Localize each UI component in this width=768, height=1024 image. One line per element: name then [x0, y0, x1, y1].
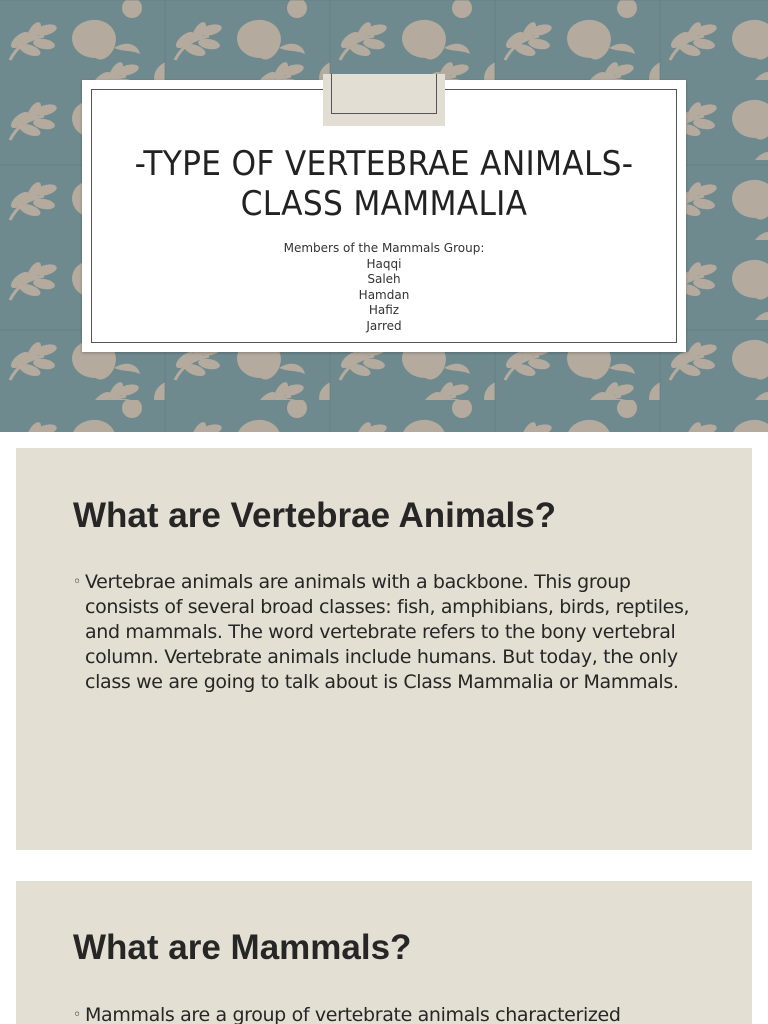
title-line-2: CLASS MAMMALIA [240, 184, 528, 224]
slide-title [106, 144, 662, 224]
title-tab-decoration [323, 74, 445, 126]
bullet-item [73, 570, 703, 695]
title-slide [0, 0, 768, 432]
bullet-item [73, 1003, 703, 1024]
member-name: Haqqi [366, 256, 402, 271]
title-tab-inner [331, 74, 437, 114]
slide-heading: What are Mammals? [73, 928, 412, 967]
bullet-text: Mammals are a group of vertebrate animals characterized [85, 1004, 621, 1024]
member-name: Hamdan [358, 287, 410, 302]
slide-heading: What are Vertebrae Animals? [73, 496, 557, 535]
bullet-circle-icon: ◦ [73, 574, 82, 590]
members-heading: Members of the Mammals Group: [283, 241, 485, 255]
title-card [82, 80, 686, 352]
slide-mammals [16, 881, 752, 1024]
bullet-circle-icon: ◦ [73, 1007, 82, 1023]
members-list [82, 241, 686, 334]
member-name: Saleh [367, 272, 401, 286]
slide-vertebrae-animals [16, 448, 752, 850]
member-name: Hafiz [368, 303, 400, 317]
bullet-text: Vertebrae animals are animals with a backbone. This group consists of several broad classes: fish, amphibians, birds, reptiles, and mammals. The word vertebrate refers to the bony vertebral column. Vertebrate animals include humans. But today, the only class we are going to talk about is Class Mammalia or Mammals. [85, 571, 690, 693]
member-name: Jarred [366, 318, 402, 333]
title-line-1: -TYPE OF VERTEBRAE ANIMALS- [134, 144, 634, 184]
